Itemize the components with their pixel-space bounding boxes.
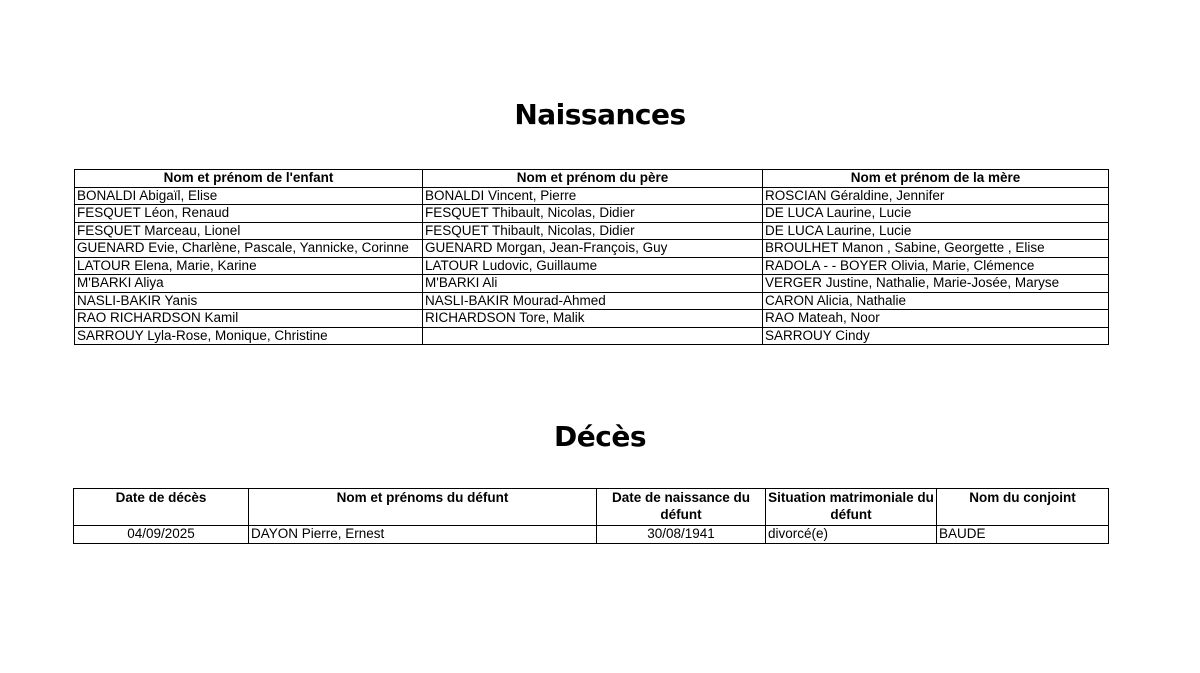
mother-name-cell: CARON Alicia, Nathalie <box>763 292 1109 310</box>
table-row <box>75 257 1109 275</box>
child-name-cell: FESQUET Marceau, Lionel <box>75 222 423 240</box>
father-name-cell: FESQUET Thibault, Nicolas, Didier <box>423 222 763 240</box>
table-row <box>75 222 1109 240</box>
column-header-child: Nom et prénom de l'enfant <box>75 170 423 188</box>
father-name-cell: BONALDI Vincent, Pierre <box>423 187 763 205</box>
table-row <box>75 275 1109 293</box>
column-header-father: Nom et prénom du père <box>423 170 763 188</box>
mother-name-cell: ROSCIAN Géraldine, Jennifer <box>763 187 1109 205</box>
column-header-mother: Nom et prénom de la mère <box>763 170 1109 188</box>
column-header-spouse-name: Nom du conjoint <box>937 489 1109 526</box>
child-name-cell: FESQUET Léon, Renaud <box>75 205 423 223</box>
father-name-cell: LATOUR Ludovic, Guillaume <box>423 257 763 275</box>
mother-name-cell: DE LUCA Laurine, Lucie <box>763 205 1109 223</box>
death-date-cell: 04/09/2025 <box>74 526 249 544</box>
father-name-cell: NASLI-BAKIR Mourad-Ahmed <box>423 292 763 310</box>
deaths-section-title: Décès <box>554 420 646 453</box>
mother-name-cell: SARROUY Cindy <box>763 327 1109 345</box>
births-section-title: Naissances <box>514 98 686 131</box>
column-header-deceased-name: Nom et prénoms du défunt <box>249 489 597 526</box>
table-row <box>75 292 1109 310</box>
child-name-cell: LATOUR Elena, Marie, Karine <box>75 257 423 275</box>
birth-date-cell: 30/08/1941 <box>597 526 766 544</box>
mother-name-cell: RAO Mateah, Noor <box>763 310 1109 328</box>
column-header-birth-date: Date de naissance du défunt <box>597 489 766 526</box>
column-header-death-date: Date de décès <box>74 489 249 526</box>
child-name-cell: NASLI-BAKIR Yanis <box>75 292 423 310</box>
column-header-marital-status: Situation matrimoniale du défunt <box>766 489 937 526</box>
spouse-name-cell: BAUDE <box>937 526 1109 544</box>
mother-name-cell: VERGER Justine, Nathalie, Marie-Josée, Maryse <box>763 275 1109 293</box>
father-name-cell <box>423 327 763 345</box>
father-name-cell: RICHARDSON Tore, Malik <box>423 310 763 328</box>
table-row <box>75 205 1109 223</box>
deaths-table <box>73 488 1109 544</box>
table-row <box>75 310 1109 328</box>
marital-status-cell: divorcé(e) <box>766 526 937 544</box>
deceased-name-cell: DAYON Pierre, Ernest <box>249 526 597 544</box>
mother-name-cell: RADOLA - - BOYER Olivia, Marie, Clémence <box>763 257 1109 275</box>
mother-name-cell: BROULHET Manon , Sabine, Georgette , Elise <box>763 240 1109 258</box>
table-header-row <box>74 489 1109 526</box>
table-row <box>75 327 1109 345</box>
father-name-cell: GUENARD Morgan, Jean-François, Guy <box>423 240 763 258</box>
table-header-row <box>75 170 1109 188</box>
table-row <box>74 526 1109 544</box>
father-name-cell: FESQUET Thibault, Nicolas, Didier <box>423 205 763 223</box>
table-row <box>75 240 1109 258</box>
mother-name-cell: DE LUCA Laurine, Lucie <box>763 222 1109 240</box>
child-name-cell: M'BARKI Aliya <box>75 275 423 293</box>
child-name-cell: GUENARD Evie, Charlène, Pascale, Yannicke, Corinne <box>75 240 423 258</box>
child-name-cell: SARROUY Lyla-Rose, Monique, Christine <box>75 327 423 345</box>
births-table <box>74 169 1109 345</box>
table-row <box>75 187 1109 205</box>
child-name-cell: BONALDI Abigaïl, Elise <box>75 187 423 205</box>
child-name-cell: RAO RICHARDSON Kamil <box>75 310 423 328</box>
father-name-cell: M'BARKI Ali <box>423 275 763 293</box>
